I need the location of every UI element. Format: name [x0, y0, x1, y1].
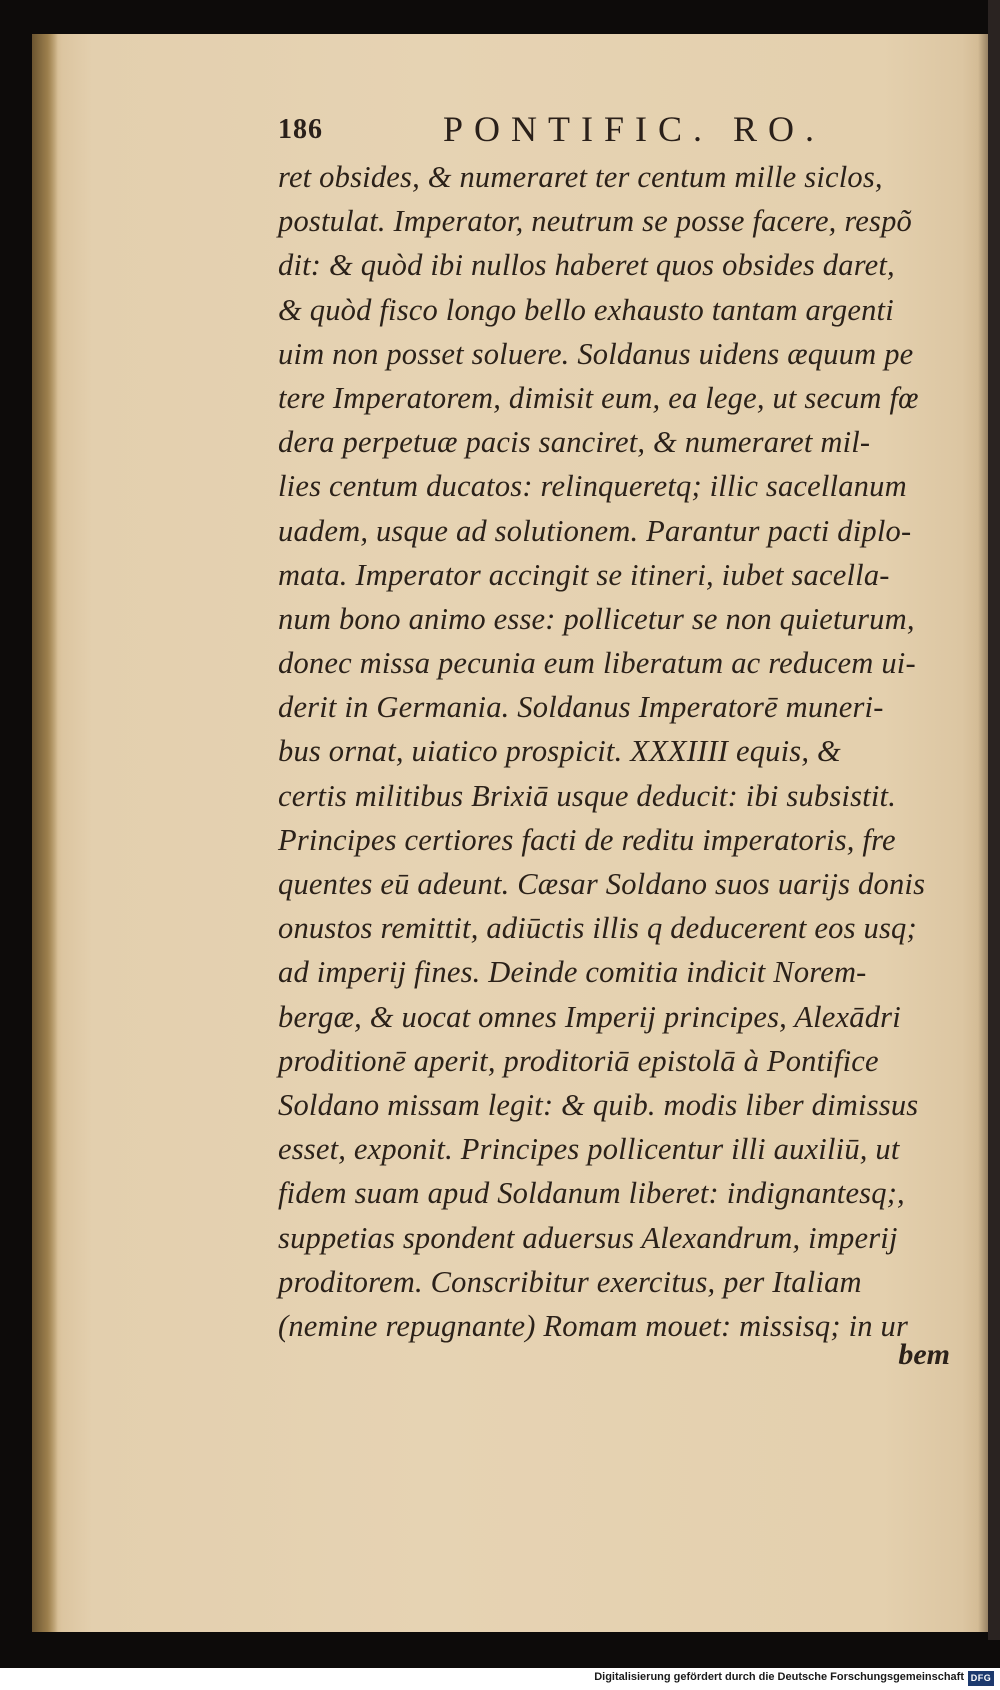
text-line: dera perpetuæ pacis sanciret, & numeraret mil- — [278, 425, 871, 460]
text-line: bus ornat, uiatico prospicit. XXXIIII equis, & — [278, 734, 841, 769]
page-header — [278, 108, 968, 154]
text-line: proditorem. Conscribitur exercitus, per Italiam — [278, 1264, 862, 1299]
text-line: uadem, usque ad solutionem. Parantur pacti diplo- — [278, 513, 912, 548]
text-line: (nemine repugnante) Romam mouet: missisq; in ur — [278, 1308, 909, 1343]
page-number: 186 — [278, 114, 323, 145]
running-head: PONTIFIC. RO. — [443, 109, 826, 149]
text-line: onustos remittit, adiūctis illis q deducerent eos usq; — [278, 911, 917, 946]
text-line: quentes eū adeunt. Cæsar Soldano suos uarijs donis — [278, 867, 926, 901]
body-text — [278, 155, 968, 1348]
dfg-logo-icon: DFG — [968, 1671, 994, 1686]
text-line: donec missa pecunia eum liberatum ac reducem ui- — [278, 646, 916, 681]
text-line: tere Imperatorem, dimisit eum, ea lege, ut secum fœ — [278, 380, 919, 415]
text-line: derit in Germania. Soldanus Imperatorē muneri- — [278, 690, 884, 725]
text-line: ret obsides, & numeraret ter centum mille siclos, — [278, 160, 883, 194]
digitization-footer — [0, 1668, 1000, 1690]
text-line: Principes certiores facti de reditu imperatoris, fre — [278, 822, 896, 857]
text-line: dit: & quòd ibi nullos haberet quos obsides daret, — [278, 248, 895, 283]
text-line: & quòd fisco longo bello exhausto tantam argenti — [278, 292, 894, 327]
text-line: fidem suam apud Soldanum liberet: indignantesq;, — [278, 1176, 905, 1211]
text-line: postulat. Imperator, neutrum se posse facere, respõ — [278, 204, 912, 239]
text-line: bergæ, & uocat omnes Imperij principes, Alexādri — [278, 999, 901, 1034]
text-line: esset, exponit. Principes pollicentur illi auxiliū, ut — [278, 1132, 900, 1167]
text-line: num bono animo esse: pollicetur se non quieturum, — [278, 601, 915, 636]
page-binding-shadow — [32, 34, 58, 1632]
text-line: certis militibus Brixiā usque deducit: ibi subsistit. — [278, 778, 897, 813]
text-line: suppetias spondent aduersus Alexandrum, imperij — [278, 1220, 898, 1255]
text-line: proditionē aperit, proditoriā epistolā à Pontifice — [278, 1043, 879, 1078]
text-line: uim non posset soluere. Soldanus uidens æquum pe — [278, 336, 914, 371]
text-line: lies centum ducatos: relinqueretq; illic sacellanum — [278, 469, 907, 504]
funding-credit: Digitalisierung gefördert durch die Deutsche Forschungsgemeinschaft — [594, 1671, 964, 1683]
text-line: mata. Imperator accingit se itineri, iubet sacella- — [278, 557, 890, 592]
adjacent-page-edge — [988, 0, 1000, 1640]
catchword: bem — [898, 1338, 950, 1371]
text-line: Soldano missam legit: & quib. modis liber dimissus — [278, 1087, 919, 1122]
text-line: ad imperij fines. Deinde comitia indicit Norem- — [278, 955, 867, 990]
